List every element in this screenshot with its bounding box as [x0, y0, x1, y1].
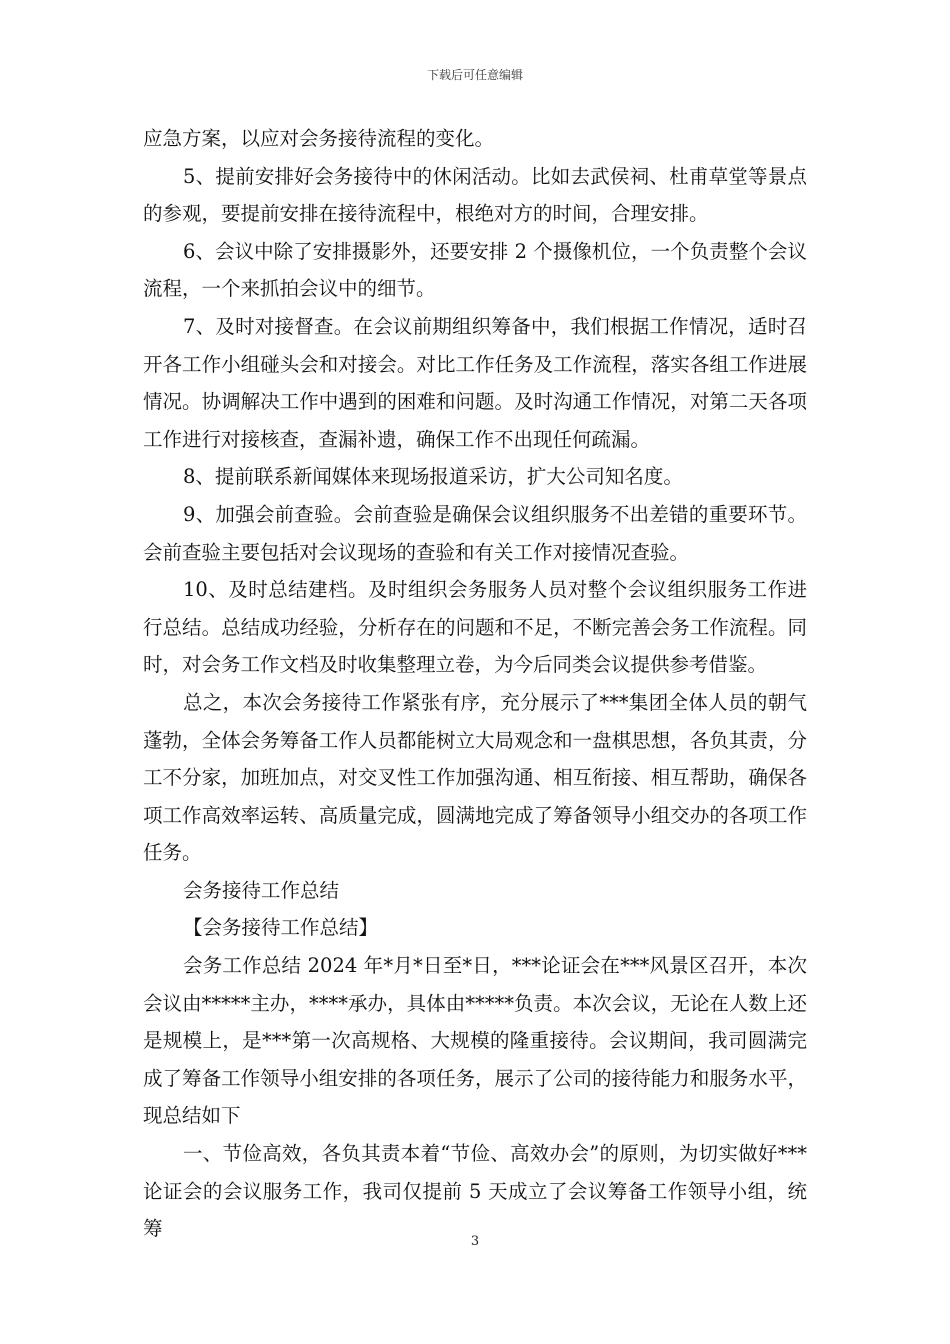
paragraph-item-6: 6、会议中除了安排摄影外，还要安排 2 个摄像机位，一个负责整个会议流程，一个来抓拍会议中的细节。 — [143, 239, 807, 301]
paragraph-summary-intro: 会务工作总结 2024 年*月*日至*日，***论证会在***风景区召开，本次会议由*****主办，****承办，具体由*****负责。本次会议，无论在人数上还是规模上，是***第一次高规格、大规模的隆重接待。会议期间，我司圆满完成了筹备工作领导小组安排的各项任务，展示了公司的接待能力和服务水平，现总结如下 — [143, 954, 807, 1128]
paragraph-item-7: 7、及时对接督查。在会议前期组织筹备中，我们根据工作情况，适时召开各工作小组碰头会和对接会。对比工作任务及工作流程，落实各组工作进展情况。协调解决工作中遇到的困难和问题。及时沟通工作情况，对第二天各项工作进行对接核查，查漏补遗，确保工作不出现任何疏漏。 — [143, 314, 807, 451]
paragraph-point-1: 一、节俭高效，各负其责本着“节俭、高效办会”的原则，为切实做好***论证会的会议服务工作，我司仅提前 5 天成立了会议筹备工作领导小组，统筹 — [143, 1142, 807, 1241]
paragraph-item-9: 9、加强会前查验。会前查验是确保会议组织服务不出差错的重要环节。会前查验主要包括对会议现场的查验和有关工作对接情况查验。 — [143, 502, 807, 564]
document-body — [143, 120, 807, 1248]
paragraph-item-8: 8、提前联系新闻媒体来现场报道采访，扩大公司知名度。 — [183, 465, 683, 489]
section-subtitle: 【会务接待工作总结】 — [183, 916, 379, 940]
page-number: 3 — [470, 1234, 480, 1249]
paragraph-item-5: 5、提前安排好会务接待中的休闲活动。比如去武侯祠、杜甫草堂等景点的参观，要提前安排在接待流程中，根绝对方的时间，合理安排。 — [143, 164, 807, 226]
page-header: 下载后可任意编辑 — [426, 68, 523, 82]
paragraph-continuation: 应急方案，以应对会务接待流程的变化。 — [143, 127, 495, 150]
section-title: 会务接待工作总结 — [183, 878, 340, 902]
paragraph-item-10: 10、及时总结建档。及时组织会务服务人员对整个会议组织服务工作进行总结。总结成功经验，分析存在的问题和不足，不断完善会务工作流程。同时，对会务工作文档及时收集整理立卷，为今后同类会议提供参考借鉴。 — [143, 578, 807, 677]
paragraph-conclusion: 总之，本次会务接待工作紧张有序，充分展示了***集团全体人员的朝气蓬勃，全体会务筹备工作人员都能树立大局观念和一盘棋思想，各负其责，分工不分家，加班加点，对交叉性工作加强沟通、相互衔接、相互帮助，确保各项工作高效率运转、高质量完成，圆满地完成了筹备领导小组交办的各项工作任务。 — [143, 690, 807, 865]
